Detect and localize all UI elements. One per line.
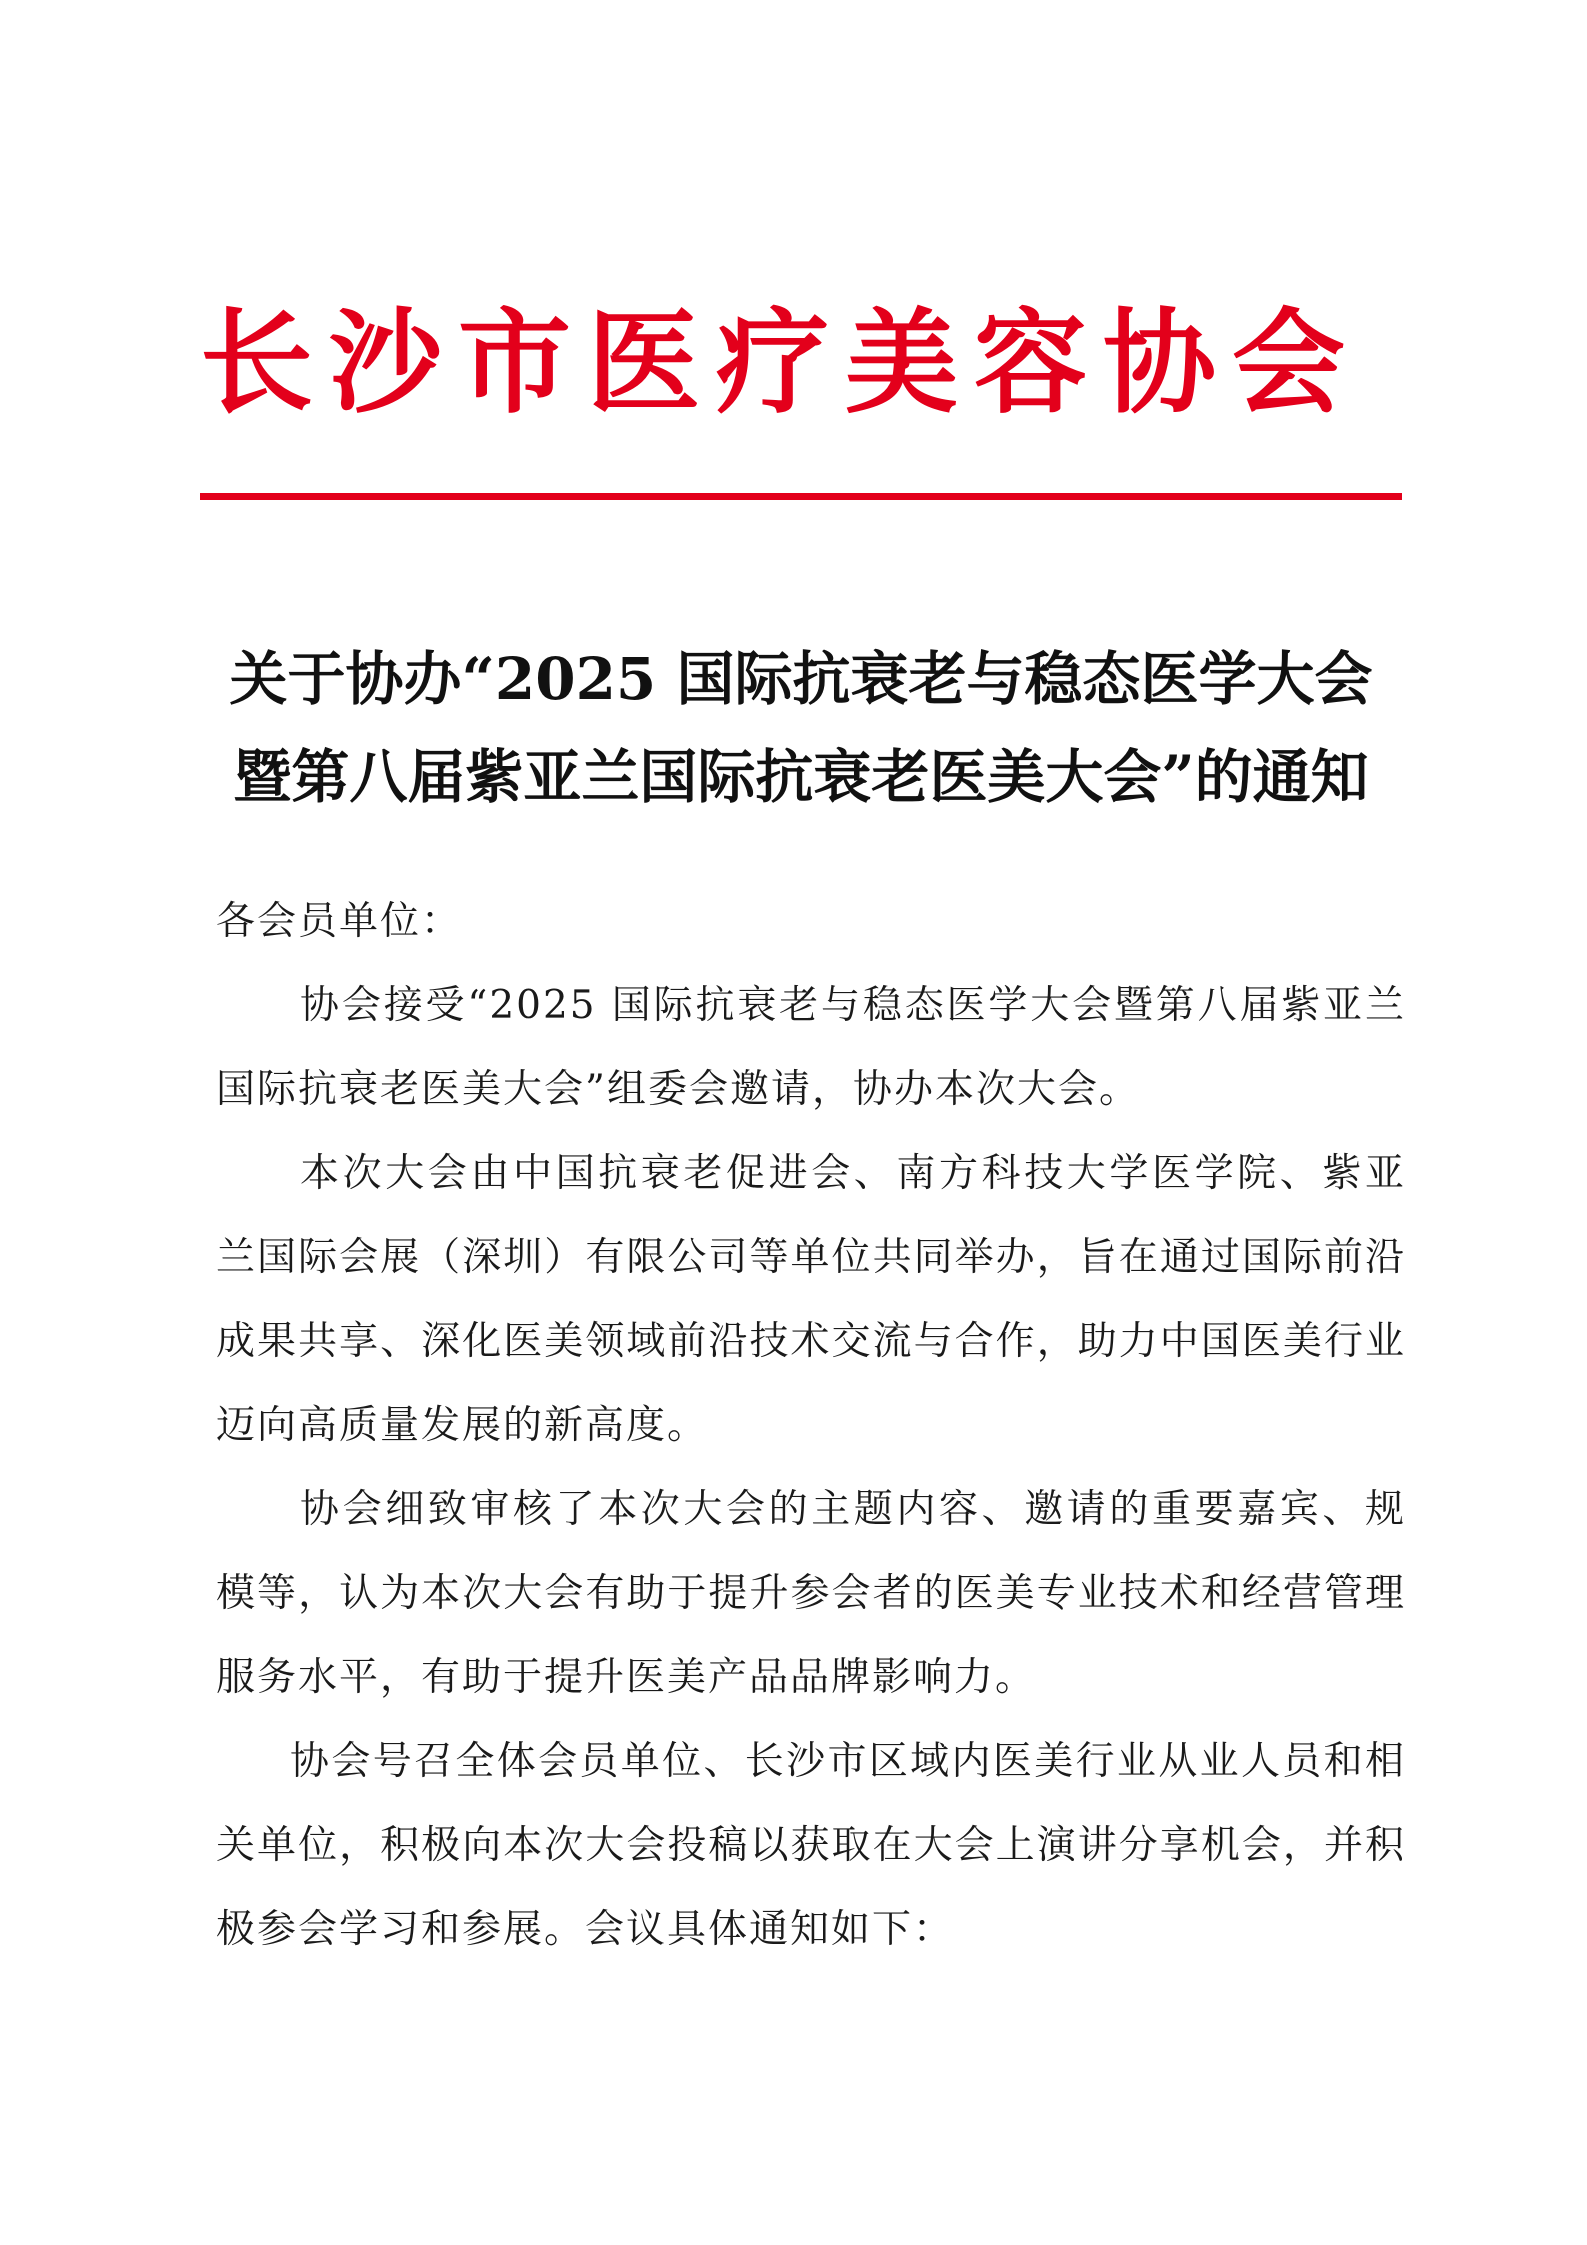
- body-paragraph-2: 本次大会由中国抗衰老促进会、南方科技大学医学院、紫亚兰国际会展（深圳）有限公司等单位共同举办，旨在通过国际前沿成果共享、深化医美领域前沿技术交流与合作，助力中国医美行业迈向高质量发展的新高度。: [216, 1151, 1406, 1448]
- body-paragraph-1: 协会接受“2025 国际抗衰老与稳态医学大会暨第八届紫亚兰国际抗衰老医美大会”组委会邀请，协办本次大会。: [216, 983, 1406, 1112]
- notice-body: [216, 880, 1406, 1972]
- salutation: 各会员单位：: [216, 899, 463, 944]
- body-paragraph-3: 协会细致审核了本次大会的主题内容、邀请的重要嘉宾、规模等，认为本次大会有助于提升参会者的医美专业技术和经营管理服务水平，有助于提升医美产品品牌影响力。: [216, 1487, 1406, 1700]
- notice-title: [200, 630, 1402, 826]
- organization-letterhead: 长沙市医疗美容协会: [200, 296, 1361, 429]
- notice-title-line-1: 关于协办“2025 国际抗衰老与稳态医学大会: [229, 645, 1373, 713]
- notice-title-line-2: 暨第八届紫亚兰国际抗衰老医美大会”的通知: [233, 743, 1369, 811]
- body-paragraph-4: 协会号召全体会员单位、长沙市区域内医美行业从业人员和相关单位，积极向本次大会投稿以获取在大会上演讲分享机会，并积极参会学习和参展。会议具体通知如下：: [216, 1739, 1406, 1952]
- letterhead-red-rule: [200, 493, 1402, 500]
